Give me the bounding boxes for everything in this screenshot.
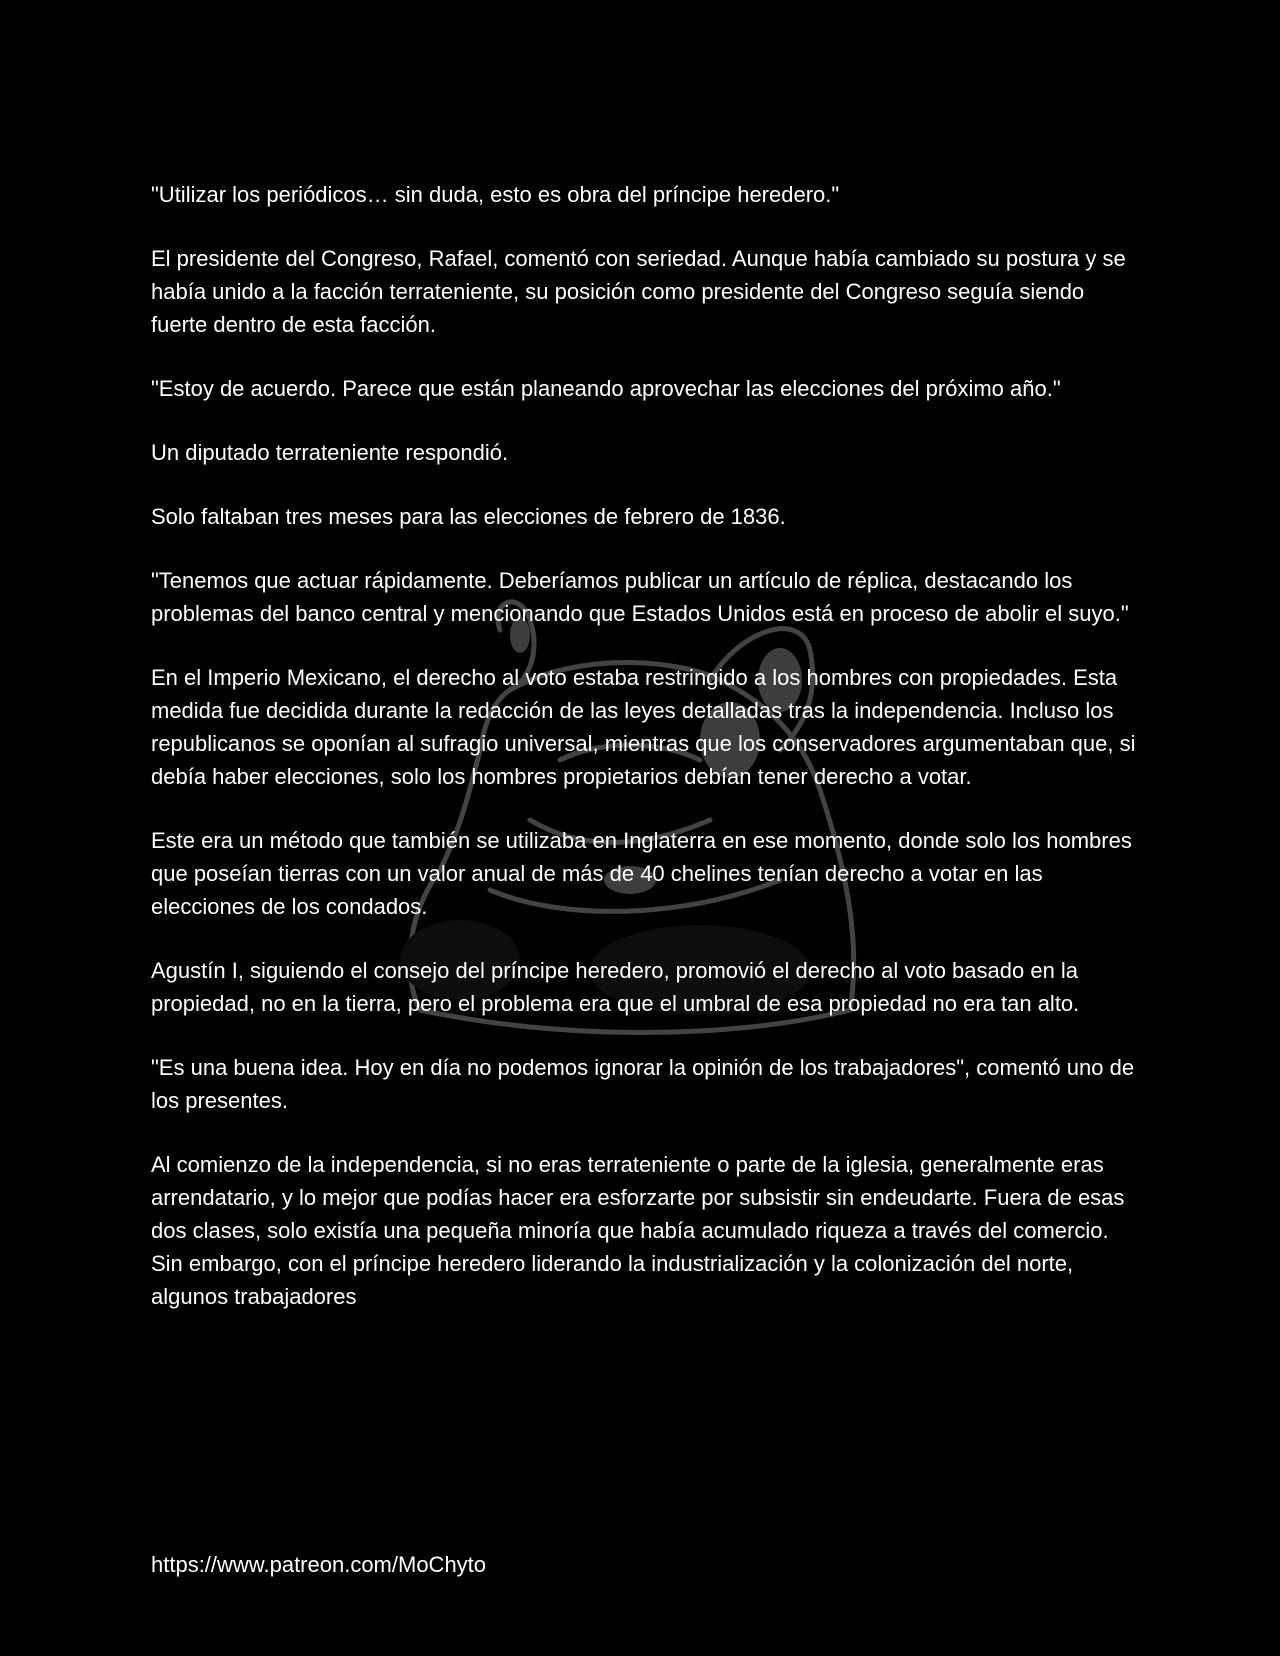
paragraph: "Utilizar los periódicos… sin duda, esto es obra del príncipe heredero." <box>151 182 840 207</box>
paragraph: En el Imperio Mexicano, el derecho al voto estaba restringido a los hombres con propiedades. Esta medida fue decidida durante la redacción de las leyes detalladas tras la independencia. Incluso los republicanos se oponían al sufragio universal, mientras que los conservadores argumentaban que, si debía haber elecciones, solo los hombres propietarios debían tener derecho a votar. <box>151 665 1136 789</box>
paragraph: El presidente del Congreso, Rafael, comentó con seriedad. Aunque había cambiado su postura y se había unido a la facción terrateniente, su posición como presidente del Congreso seguía siendo fuerte dentro de esta facción. <box>151 246 1126 337</box>
paragraph: "Estoy de acuerdo. Parece que están planeando aprovechar las elecciones del próximo año." <box>151 376 1061 401</box>
patreon-link[interactable]: https://www.patreon.com/MoChyto <box>151 1552 487 1577</box>
article-body <box>151 178 1141 1344</box>
paragraph: Solo faltaban tres meses para las elecciones de febrero de 1836. <box>151 504 786 529</box>
paragraph: Al comienzo de la independencia, si no eras terrateniente o parte de la iglesia, generalmente eras arrendatario, y lo mejor que podías hacer era esforzarte por subsistir sin endeudarte. Fuera de esas dos clases, solo existía una pequeña minoría que había acumulado riqueza a través del comercio. Sin embargo, con el príncipe heredero liderando la industrialización y la colonización del norte, algunos trabajadores <box>151 1152 1125 1309</box>
paragraph: "Tenemos que actuar rápidamente. Deberíamos publicar un artículo de réplica, destacando los problemas del banco central y mencionando que Estados Unidos está en proceso de abolir el suyo." <box>151 568 1129 626</box>
paragraph: Un diputado terrateniente respondió. <box>151 440 509 465</box>
paragraph: "Es una buena idea. Hoy en día no podemos ignorar la opinión de los trabajadores", comentó uno de los presentes. <box>151 1055 1135 1113</box>
paragraph: Agustín I, siguiendo el consejo del príncipe heredero, promovió el derecho al voto basado en la propiedad, no en la tierra, pero el problema era que el umbral de esa propiedad no era tan alto. <box>151 958 1080 1016</box>
paragraph: Este era un método que también se utilizaba en Inglaterra en ese momento, donde solo los hombres que poseían tierras con un valor anual de más de 40 chelines tenían derecho a votar en las elecciones de los condados. <box>151 828 1132 919</box>
